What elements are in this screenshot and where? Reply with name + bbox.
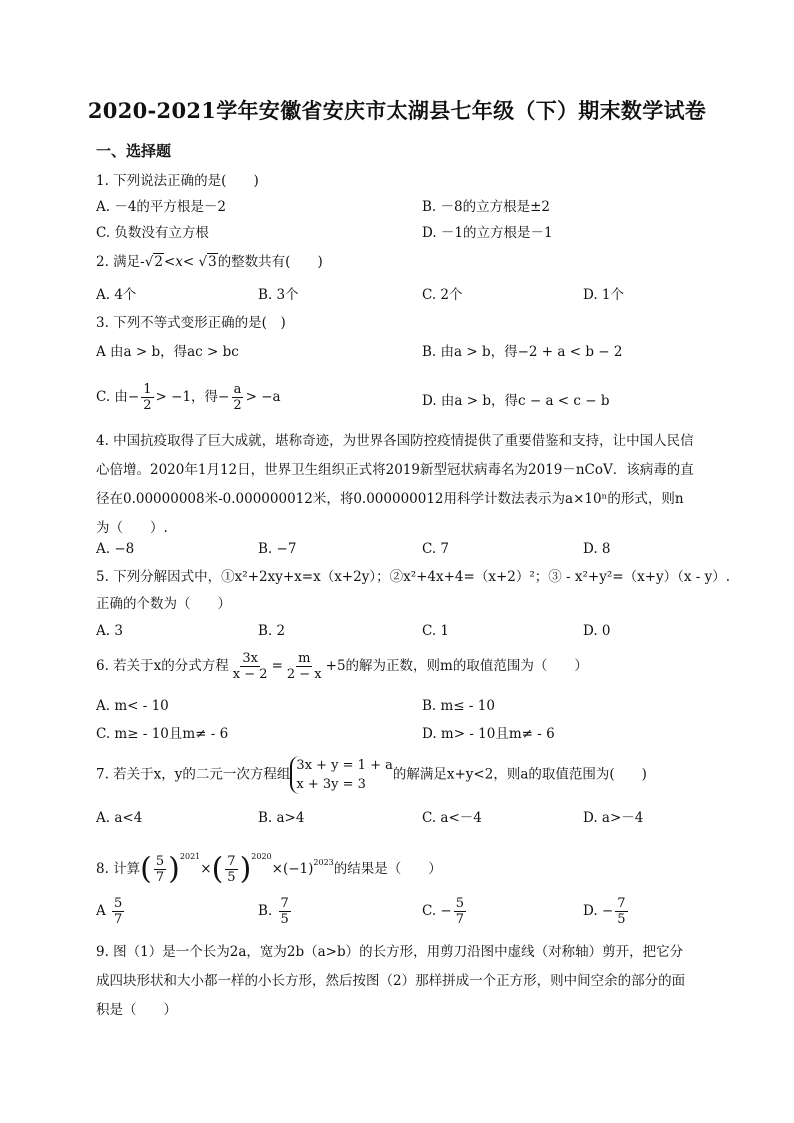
right-paren: ) (168, 851, 180, 887)
question-2-option-b: B. 3个 (258, 287, 299, 303)
question-5-option-c: C. 1 (422, 623, 450, 639)
fraction-denominator: 7 (155, 870, 165, 885)
question-2-option-d: D. 1个 (583, 287, 625, 303)
fraction (231, 651, 270, 682)
question-7-stem (96, 756, 647, 794)
question-7-option-d: D. a>－4 (583, 810, 644, 826)
option-letter: B. (258, 903, 273, 919)
question-3-option-a: A 由a > b，得ac > bc (96, 344, 239, 360)
fraction-denominator: 5 (280, 912, 289, 927)
fraction-denominator: 5 (617, 912, 626, 927)
question-1-stem: 1. 下列说法正确的是( ) (96, 173, 259, 189)
question-7-option-b: B. a>4 (258, 810, 305, 826)
question-4-option-a: A. −8 (96, 541, 135, 557)
fraction-numerator: 5 (155, 854, 165, 869)
fraction-numerator: 3x (242, 651, 258, 666)
page-title: 2020-2021学年安徽省安庆市太湖县七年级（下）期末数学试卷 (87, 98, 707, 123)
question-8-option-b (258, 896, 293, 927)
fraction-numerator: m (298, 651, 311, 666)
q2-suffix: 的整数共有( ) (217, 254, 323, 270)
question-6-option-a: A. m< - 10 (96, 698, 169, 714)
question-8-option-c (422, 896, 468, 927)
fraction-numerator: 7 (227, 854, 236, 869)
fraction (615, 896, 627, 927)
q8-post: 的结果是（ ） (333, 861, 442, 877)
fraction-numerator: 7 (280, 896, 289, 911)
fraction (112, 896, 124, 927)
question-6-option-d: D. m> - 10且m≠ - 6 (422, 726, 555, 742)
q2-prefix: 2. 满足- (96, 254, 145, 270)
exponent: 2020 (251, 852, 272, 861)
right-paren: ) (239, 851, 252, 887)
option-letter: D. − (583, 903, 614, 919)
fraction-denominator: x − 2 (232, 667, 268, 682)
q3c-pre: C. 由− (96, 389, 140, 405)
option-letter: A (96, 903, 106, 919)
q7-pre: 7. 若关于x，y的二元一次方程组 (96, 766, 291, 783)
option-letter: C. − (422, 903, 452, 919)
fraction (225, 854, 237, 885)
question-4-option-c: C. 7 (422, 541, 450, 557)
q2-lt-2: < (182, 254, 199, 270)
question-5-option-a: A. 3 (96, 623, 123, 639)
equation-1: 3x + y = 1 + a (296, 758, 393, 773)
question-6-option-b: B. m≤ - 10 (422, 698, 495, 714)
question-4-option-b: B. −7 (258, 541, 297, 557)
fraction-numerator: a (233, 382, 242, 397)
left-paren: ( (140, 851, 152, 887)
fraction-numerator: 7 (617, 896, 626, 911)
fraction-denominator: 2 (143, 398, 152, 413)
question-4-stem: 4. 中国抗疫取得了巨大成就，堪称奇迹，为世界各国防控疫情提供了重要借鉴和支持，让中国人民信心倍增。2020年1月12日，世界卫生组织正式将2019新型冠状病毒名为2019－nCoV．该病毒的直径在0.00000008米-0.000000012米，将0.000000012用科学计数法表示为a×10ⁿ的形式，则n为（ ）. (96, 433, 694, 536)
question-3-option-c (96, 382, 281, 413)
question-5-stem-line-2: 正确的个数为（ ） (96, 596, 231, 612)
fraction-denominator: 7 (455, 912, 465, 927)
exponent: 2021 (179, 852, 201, 861)
question-8-option-d (583, 896, 630, 927)
question-5-option-d: D. 0 (583, 623, 611, 639)
q6-post: +5的解为正数，则m的取值范围为（ ） (325, 658, 588, 674)
question-2-stem (96, 253, 323, 271)
question-6-stem (96, 651, 588, 682)
question-3-stem: 3. 下列不等式变形正确的是( ) (96, 315, 286, 331)
exponent: 2023 (313, 858, 334, 867)
fraction (141, 382, 153, 413)
question-1-option-b: B. －8的立方根是±2 (422, 199, 550, 215)
fraction (285, 651, 324, 682)
fraction-numerator: 1 (143, 382, 152, 397)
question-5-option-b: B. 2 (258, 623, 286, 639)
q2-lt: < (163, 254, 176, 270)
question-7-option-c: C. a<－4 (422, 810, 482, 826)
question-2-option-a: A. 4个 (96, 287, 137, 303)
fraction-denominator: 5 (227, 870, 236, 885)
sqrt-symbol: √ (198, 254, 208, 270)
question-3-option-b: B. 由a > b，得−2 + a < b − 2 (422, 344, 623, 360)
q6-pre: 6. 若关于x的分式方程 (96, 658, 229, 674)
equation-system (290, 756, 392, 794)
fraction-denominator: 7 (114, 912, 123, 927)
question-7-option-a: A. a<4 (96, 810, 143, 826)
question-8-stem (96, 848, 442, 885)
q3c-post: > −a (245, 389, 281, 405)
q8-pre: 8. 计算 (96, 861, 141, 877)
q7-post: 的解满足x+y<2，则a的取值范围为( ) (392, 766, 647, 783)
q8-mid: ×(−1) (271, 861, 314, 877)
fraction-denominator: 2 − x (286, 667, 322, 682)
left-paren: ( (211, 851, 224, 887)
fraction-numerator: 5 (114, 896, 123, 911)
sqrt-symbol: √ (144, 254, 154, 270)
question-1-option-a: A. －4的平方根是－2 (96, 199, 227, 215)
q3c-mid: > −1，得− (155, 389, 230, 405)
q2-root-1: 2 (154, 254, 163, 270)
question-3-option-d: D. 由a > b，得c − a < c − b (422, 393, 610, 409)
question-1-option-c: C. 负数没有立方根 (96, 225, 209, 241)
fraction-numerator: 5 (455, 896, 465, 911)
question-5-stem: 5. 下列分解因式中，①x²+2xy+x=x（x+2y）；②x²+4x+4=（x+2）²；③ - x²+y²=（x+y）（x - y）. (96, 569, 731, 585)
question-9-stem: 9. 图（1）是一个长为2a，宽为2b（a>b）的长方形，用剪刀沿图中虚线（对称轴）剪开，把它分成四块形状和大小都一样的小长方形，然后按图（2）那样拼成一个正方形，则中间空余的部分的面积是（ ） (96, 944, 686, 1018)
section-heading: 一、选择题 (96, 142, 172, 160)
fraction (279, 896, 291, 927)
q6-eq: = (271, 658, 283, 674)
fraction (154, 854, 166, 885)
times-sign: × (200, 861, 212, 877)
question-1-option-d: D. －1的立方根是－1 (422, 225, 553, 241)
question-4-option-d: D. 8 (583, 541, 611, 557)
equation-2: x + 3y = 3 (296, 777, 366, 792)
question-8-option-a (96, 896, 126, 927)
question-6-option-c: C. m≥ - 10且m≠ - 6 (96, 726, 229, 742)
q2-var-x: x (175, 254, 183, 270)
fraction-denominator: 2 (233, 398, 242, 413)
q2-root-2: 3 (208, 254, 217, 270)
fraction (454, 896, 466, 927)
fraction (231, 382, 243, 413)
question-2-option-c: C. 2个 (422, 287, 463, 303)
